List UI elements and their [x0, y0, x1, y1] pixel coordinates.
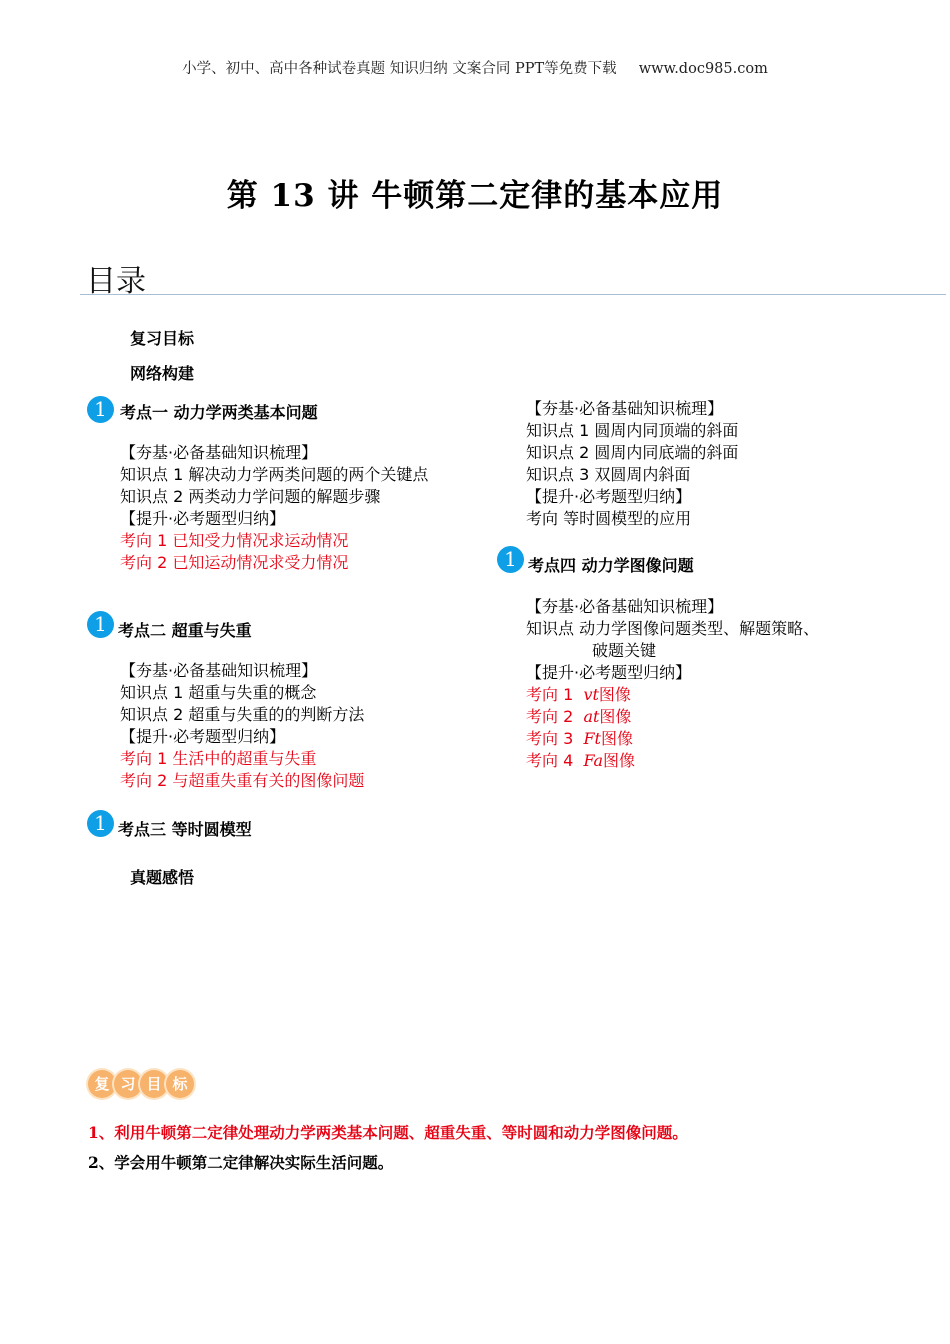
toc-line[interactable]: 破题关键 — [592, 641, 657, 660]
toc-divider — [80, 294, 946, 295]
toc-line[interactable]: 知识点 2 两类动力学问题的解题步骤 — [120, 487, 381, 506]
toc-line[interactable]: 知识点 2 圆周内同底端的斜面 — [526, 443, 739, 462]
toc-kd4-title[interactable]: 考点四 动力学图像问题 — [528, 556, 694, 575]
toc-line-direction[interactable] — [526, 704, 631, 727]
badge-char: 目 — [140, 1070, 168, 1098]
direction-variable: Fa — [583, 751, 604, 770]
toc-line[interactable]: 知识点 1 圆周内同顶端的斜面 — [526, 421, 739, 440]
direction-prefix: 考向 3 — [526, 729, 574, 748]
header-text: 小学、初中、高中各种试卷真题 知识归纳 文案合同 PPT等免费下载 — [182, 61, 617, 77]
toc-kd1-title[interactable]: 考点一 动力学两类基本问题 — [120, 403, 318, 422]
badge-char: 习 — [114, 1070, 142, 1098]
toc-line[interactable]: 【提升·必考题型归纳】 — [120, 509, 286, 528]
toc-exam[interactable]: 真题感悟 — [130, 868, 195, 887]
toc-line[interactable]: 【夯基·必备基础知识梳理】 — [526, 597, 724, 616]
toc-line[interactable]: 【提升·必考题型归纳】 — [526, 663, 692, 682]
toc-line[interactable]: 【夯基·必备基础知识梳理】 — [526, 399, 724, 418]
goal-item: 1、利用牛顿第二定律处理动力学两类基本问题、超重失重、等时圆和动力学图像问题。 — [88, 1123, 688, 1142]
toc-kd3-title[interactable]: 考点三 等时圆模型 — [118, 820, 252, 839]
direction-prefix: 考向 2 — [526, 707, 574, 726]
number-badge-icon: 1 — [87, 611, 114, 638]
toc-line[interactable]: 知识点 1 超重与失重的概念 — [120, 683, 317, 702]
toc-line[interactable]: 考向 等时圆模型的应用 — [526, 509, 692, 528]
direction-prefix: 考向 4 — [526, 751, 574, 770]
toc-review-goal[interactable]: 复习目标 — [130, 329, 195, 348]
direction-variable: Ft — [583, 729, 601, 748]
toc-network[interactable]: 网络构建 — [130, 364, 195, 383]
badge-char: 标 — [166, 1070, 194, 1098]
number-badge-icon: 1 — [87, 810, 114, 837]
direction-variable: vt — [583, 685, 599, 704]
toc-line[interactable]: 【提升·必考题型归纳】 — [120, 727, 286, 746]
toc-line[interactable]: 【夯基·必备基础知识梳理】 — [120, 661, 318, 680]
toc-line-direction[interactable]: 考向 1 生活中的超重与失重 — [120, 749, 317, 768]
direction-suffix: 图像 — [599, 707, 632, 726]
number-badge-icon: 1 — [497, 546, 524, 573]
toc-heading: 目录 — [86, 264, 146, 299]
toc-line[interactable]: 【提升·必考题型归纳】 — [526, 487, 692, 506]
toc-line[interactable]: 知识点 1 解决动力学两类问题的两个关键点 — [120, 465, 429, 484]
direction-variable: at — [583, 707, 600, 726]
direction-suffix: 图像 — [603, 751, 636, 770]
toc-kd2-title[interactable]: 考点二 超重与失重 — [118, 621, 252, 640]
toc-line[interactable]: 知识点 动力学图像问题类型、解题策略、 — [526, 619, 820, 638]
toc-line[interactable]: 【夯基·必备基础知识梳理】 — [120, 443, 318, 462]
review-goal-badge — [88, 1070, 192, 1098]
toc-line-direction[interactable]: 考向 2 与超重失重有关的图像问题 — [120, 771, 365, 790]
toc-line[interactable]: 知识点 3 双圆周内斜面 — [526, 465, 691, 484]
badge-char: 复 — [88, 1070, 116, 1098]
goal-item: 2、学会用牛顿第二定律解决实际生活问题。 — [88, 1153, 394, 1172]
toc-line-direction[interactable]: 考向 1 已知受力情况求运动情况 — [120, 531, 349, 550]
toc-line[interactable]: 知识点 2 超重与失重的的判断方法 — [120, 705, 365, 724]
toc-line-direction[interactable] — [526, 748, 635, 771]
number-badge-icon: 1 — [87, 396, 114, 423]
toc-line-direction[interactable] — [526, 726, 633, 749]
direction-suffix: 图像 — [600, 729, 633, 748]
page-title: 第 13 讲 牛顿第二定律的基本应用 — [226, 178, 724, 214]
direction-prefix: 考向 1 — [526, 685, 574, 704]
toc-line-direction[interactable]: 考向 2 已知运动情况求受力情况 — [120, 553, 349, 572]
toc-line-direction[interactable] — [526, 682, 631, 705]
direction-suffix: 图像 — [598, 685, 631, 704]
header-url[interactable]: www.doc985.com — [638, 61, 768, 77]
page-header — [0, 57, 950, 78]
